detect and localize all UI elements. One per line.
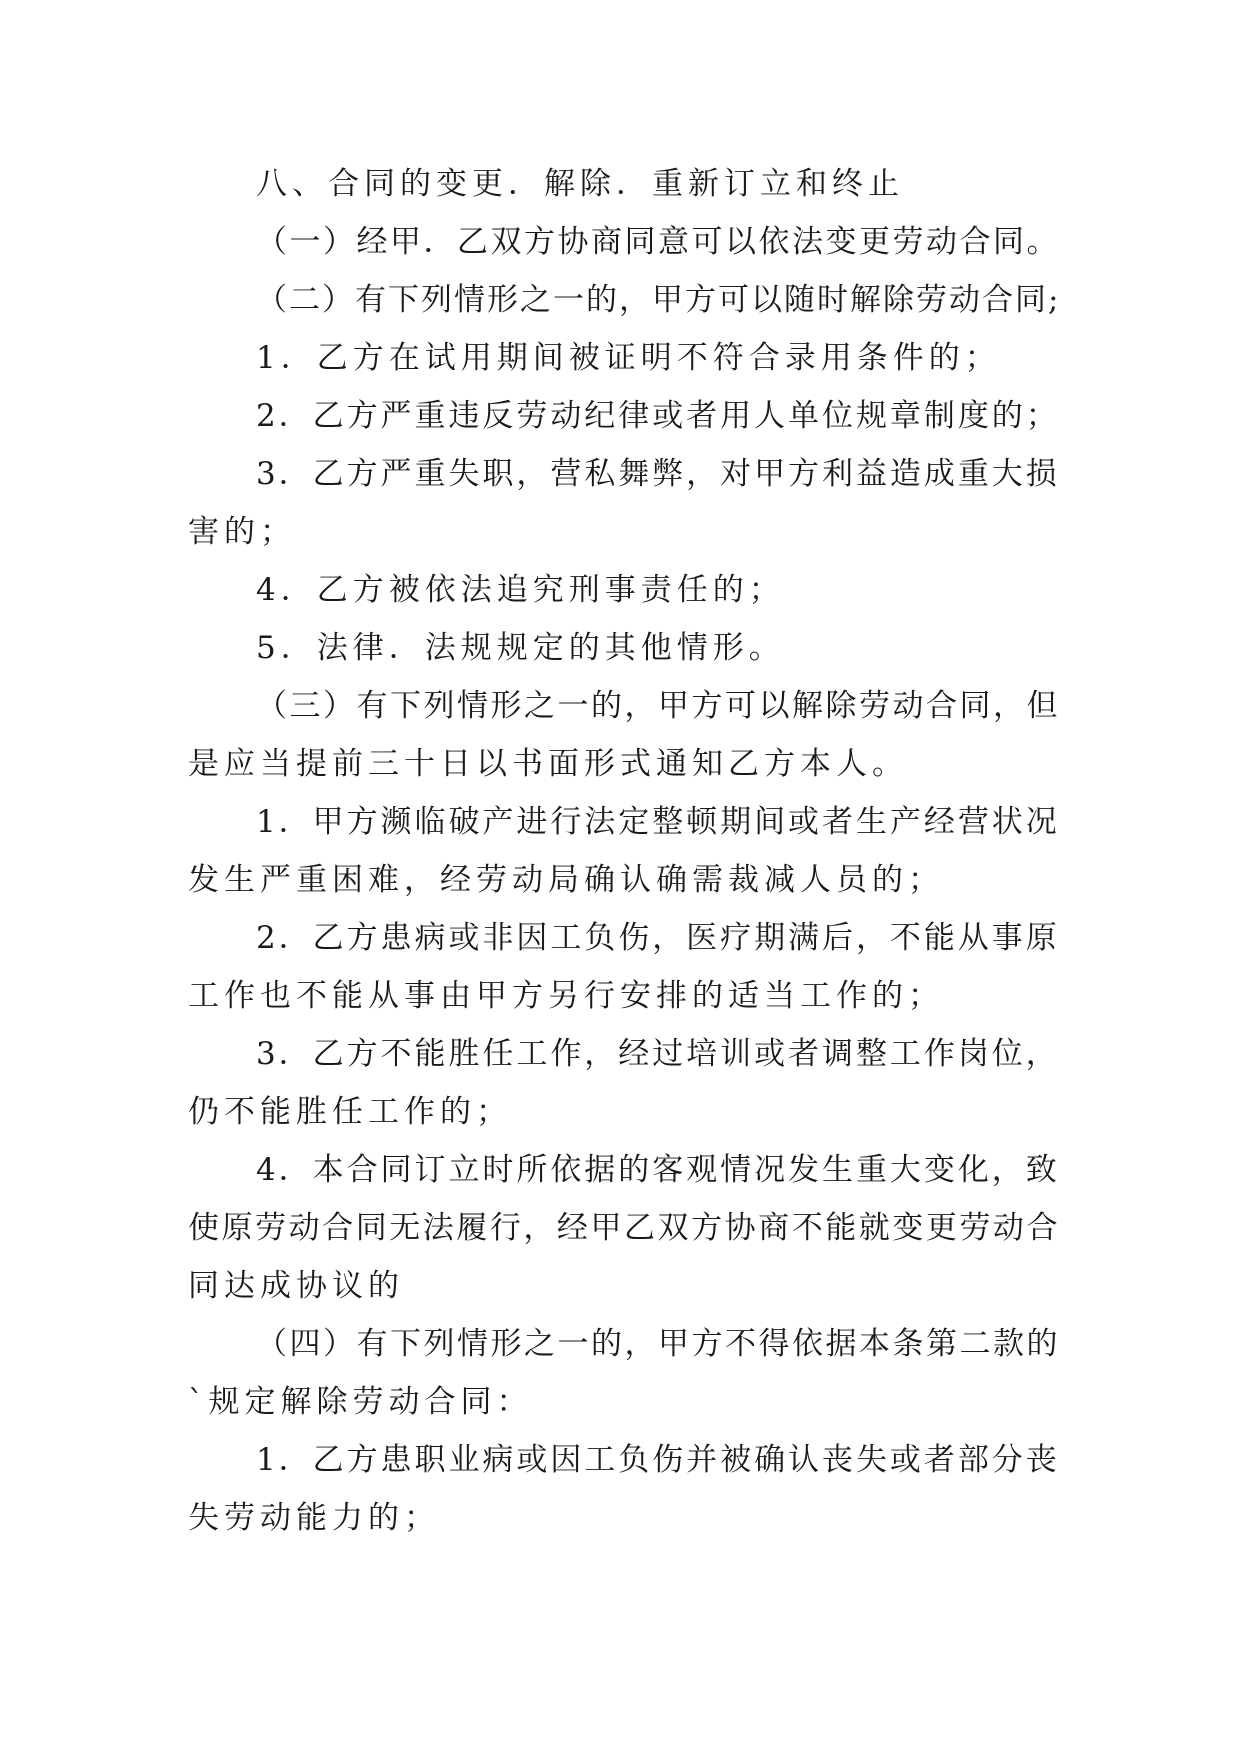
clause-3-item-1: 1．甲方濒临破产进行法定整顿期间或者生产经营状况 <box>256 804 1060 840</box>
clause-2-item-3-cont: 害的； <box>188 514 296 550</box>
clause-3-item-3: 3．乙方不能胜任工作，经过培训或者调整工作岗位， <box>256 1036 1060 1072</box>
clause-3-item-4-cont-2: 同达成协议的 <box>188 1268 404 1304</box>
clause-2-item-1: 1．乙方在试用期间被证明不符合录用条件的； <box>256 340 1001 376</box>
clause-3-item-4: 4．本合同订立时所依据的客观情况发生重大变化，致 <box>256 1152 1060 1188</box>
clause-3-item-3-cont: 仍不能胜任工作的； <box>188 1094 512 1130</box>
clause-4-cont: `规定解除劳动合同： <box>188 1384 533 1420</box>
clause-2-item-2: 2．乙方严重违反劳动纪律或者用人单位规章制度的； <box>256 398 1060 434</box>
clause-1: （一）经甲．乙双方协商同意可以依法变更劳动合同。 <box>256 224 1060 260</box>
clause-3-item-4-cont-1: 使原劳动合同无法履行，经甲乙双方协商不能就变更劳动合 <box>188 1210 1060 1246</box>
clause-4-item-1: 1．乙方患职业病或因工负伤并被确认丧失或者部分丧 <box>256 1442 1060 1478</box>
clause-3-item-2: 2．乙方患病或非因工负伤，医疗期满后，不能从事原 <box>256 920 1060 956</box>
section-heading: 八、合同的变更．解除．重新订立和终止 <box>256 166 904 202</box>
clause-2-item-5: 5．法律．法规规定的其他情形。 <box>256 630 785 666</box>
clause-4-item-1-cont: 失劳动能力的； <box>188 1500 440 1536</box>
clause-3-item-1-cont: 发生严重困难，经劳动局确认确需裁减人员的； <box>188 862 944 898</box>
clause-3-cont: 是应当提前三十日以书面形式通知乙方本人。 <box>188 746 908 782</box>
clause-4: （四）有下列情形之一的，甲方不得依据本条第二款的 <box>256 1326 1060 1362</box>
clause-3: （三）有下列情形之一的，甲方可以解除劳动合同，但 <box>256 688 1060 724</box>
clause-2-item-3: 3．乙方严重失职，营私舞弊，对甲方利益造成重大损 <box>256 456 1060 492</box>
clause-2-item-4: 4．乙方被依法追究刑事责任的； <box>256 572 785 608</box>
clause-2: （二）有下列情形之一的，甲方可以随时解除劳动合同; <box>256 282 1061 318</box>
clause-3-item-2-cont: 工作也不能从事由甲方另行安排的适当工作的； <box>188 978 944 1014</box>
